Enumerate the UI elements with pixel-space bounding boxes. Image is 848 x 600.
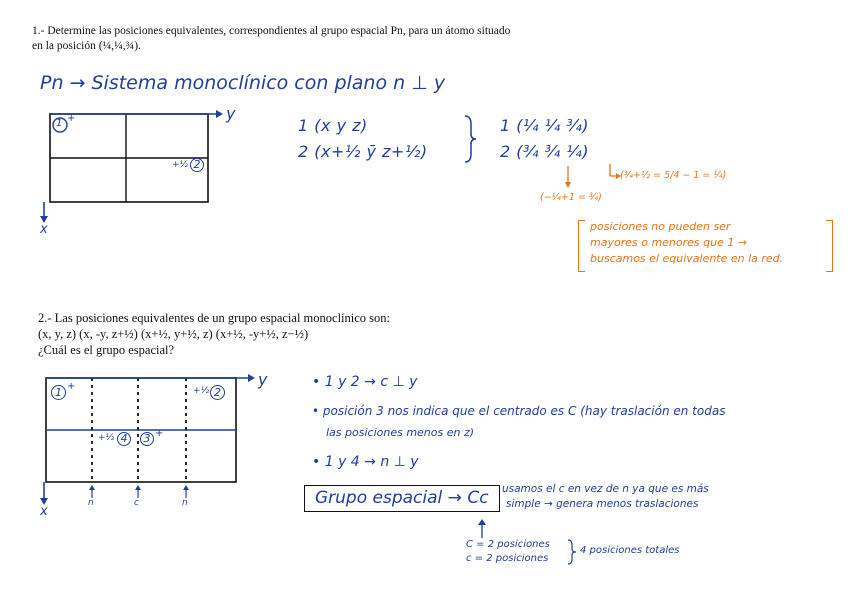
q2-answer-line1: • 1 y 2 → c ⊥ y bbox=[312, 374, 418, 390]
q1-warning-line2: mayores o menores que 1 → bbox=[590, 236, 748, 249]
q2-answer-line2a: • posición 3 nos indica que el centrado es C (hay traslación en todas bbox=[312, 404, 726, 418]
q2-atom1-label: 1 bbox=[51, 385, 66, 400]
q2-atom4-height: +½ bbox=[98, 433, 115, 443]
q1-warning-line1: posiciones no pueden ser bbox=[590, 220, 731, 233]
q2-plane-right-label: n bbox=[182, 498, 188, 508]
q2-plane-left-marker-icon bbox=[89, 485, 95, 490]
q1-warning-line3: buscamos el equivalente en la red. bbox=[590, 252, 784, 265]
q2-answer-line3: • 1 y 4 → n ⊥ y bbox=[312, 454, 419, 470]
q2-count-line2: c = 2 posiciones bbox=[466, 553, 549, 564]
q1-atom1-label: 1 bbox=[56, 118, 63, 129]
q2-group-result-box: Grupo espacial → Cc bbox=[304, 485, 500, 512]
q1-general-position-2: 2 (x+½ ȳ z+½) bbox=[298, 142, 428, 161]
q2-count-brace-icon bbox=[566, 538, 578, 566]
q2-y-axis-label: y bbox=[258, 370, 268, 389]
q1-statement-line2: en la posición (¼,¼,¾). bbox=[32, 40, 141, 52]
q1-x-axis-label: x bbox=[40, 222, 48, 237]
q1-statement-line1: 1.- Determine las posiciones equivalentes, correspondientes al grupo espacial Pn, para un átomo situado bbox=[32, 25, 511, 37]
q2-plane-right-marker-icon bbox=[183, 485, 189, 490]
q1-brace-icon bbox=[462, 114, 478, 164]
q2-statement-line2: (x, y, z) (x, -y, z+½) (x+½, y+½, z) (x+½, -y+½, z−½) bbox=[38, 327, 309, 341]
q1-x-calc-arrow-head-icon bbox=[565, 182, 571, 188]
q2-atom3-label: 3 bbox=[140, 432, 154, 446]
q2-group-note-line1: usamos el c en vez de n ya que es más bbox=[502, 483, 709, 495]
q1-unit-cell-diagram bbox=[30, 106, 260, 238]
q2-atom2-label: 2 bbox=[210, 385, 225, 400]
q1-warning-note bbox=[590, 219, 783, 267]
q1-atom2-label: 2 bbox=[190, 158, 204, 172]
q2-counts bbox=[466, 538, 550, 566]
q2-plane-mid-marker-icon bbox=[135, 485, 141, 490]
q2-statement-line1: 2.- Las posiciones equivalentes de un grupo espacial monoclínico son: bbox=[38, 311, 390, 325]
q2-total-positions: 4 posiciones totales bbox=[580, 545, 680, 556]
q1-y-arrow-icon bbox=[216, 110, 223, 118]
q1-general-position-1: 1 (x y z) bbox=[298, 116, 368, 135]
q2-atom1-sign: + bbox=[67, 381, 76, 392]
q2-statement-line3: ¿Cuál es el grupo espacial? bbox=[38, 343, 175, 357]
q2-atom3-sign: + bbox=[155, 428, 164, 439]
q2-group-note-line2: simple → genera menos traslaciones bbox=[506, 498, 699, 510]
q1-x-calc-note: (−¼+1 = ¾) bbox=[540, 192, 602, 203]
q2-x-axis-label: x bbox=[40, 504, 48, 519]
q2-atom2-height: +½ bbox=[193, 386, 210, 396]
q1-y-axis-label: y bbox=[226, 104, 236, 123]
q2-plane-left-label: n bbox=[88, 498, 94, 508]
q1-z-calc-note: (¾+½ = 5/4 − 1 = ¼) bbox=[620, 170, 727, 181]
q1-statement bbox=[32, 24, 510, 54]
q1-warning-left-bracket bbox=[578, 220, 585, 272]
q2-statement bbox=[38, 310, 390, 358]
q2-count-line1: C = 2 posiciones bbox=[466, 539, 550, 550]
q2-atom4-label: 4 bbox=[117, 432, 131, 446]
q1-atom2-height: +½ bbox=[172, 160, 189, 170]
q1-result-position-1: 1 (¼ ¼ ¾) bbox=[500, 116, 589, 135]
q2-answer-line2b: las posiciones menos en z) bbox=[326, 426, 475, 439]
q2-plane-mid-label: c bbox=[134, 498, 139, 508]
q1-atom1-sign: + bbox=[67, 113, 76, 124]
q2-count-arrow-icon bbox=[476, 518, 488, 540]
q1-result-position-2: 2 (¾ ¾ ¼) bbox=[500, 142, 589, 161]
q2-y-arrow-icon bbox=[248, 374, 255, 382]
q1-title: Pn → Sistema monoclínico con plano n ⊥ y bbox=[40, 72, 446, 94]
q1-warning-right-bracket bbox=[826, 220, 833, 272]
